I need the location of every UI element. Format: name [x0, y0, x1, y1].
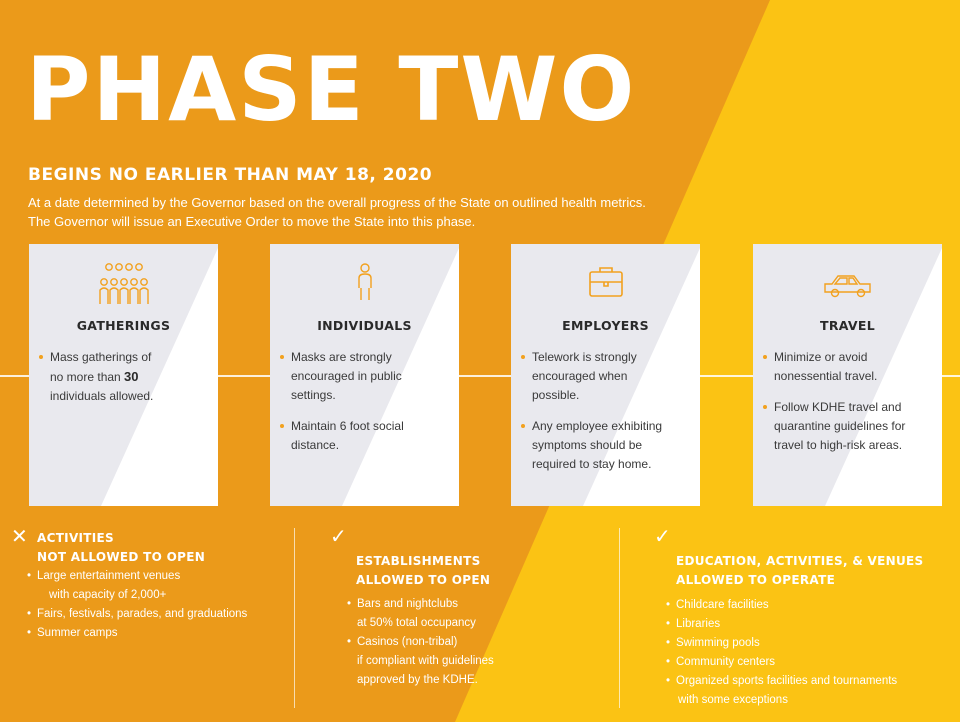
heading-line: ACTIVITIES	[37, 531, 114, 545]
list-item: Telework is strongly encouraged when possible.	[519, 348, 657, 405]
list-item: Masks are strongly encouraged in public settings.	[278, 348, 416, 405]
list-item-continuation: at 50% total occupancy	[357, 617, 476, 629]
section-heading	[37, 529, 205, 567]
list-item: • Bars and nightclubs	[347, 595, 494, 614]
page-title: PHASE TWO	[26, 38, 637, 141]
list-item: • Organized sports facilities and tournaments	[666, 672, 897, 691]
heading-line: ALLOWED TO OPEN	[356, 573, 491, 587]
briefcase-icon	[511, 262, 700, 306]
list-item: • Community centers	[666, 653, 897, 672]
section-divider	[619, 528, 620, 708]
list-item-continuation: approved by the KDHE.	[357, 674, 478, 686]
section-divider	[294, 528, 295, 708]
card-employers	[511, 244, 700, 506]
card-individuals	[270, 244, 459, 506]
page-subtitle: BEGINS NO EARLIER THAN MAY 18, 2020	[28, 165, 433, 185]
list-item: Follow KDHE travel and quarantine guidelines for travel to high-risk areas.	[761, 398, 924, 455]
list-item: • Large entertainment venues	[27, 567, 247, 586]
group-people-icon	[29, 262, 218, 306]
list-item: • Childcare facilities	[666, 596, 897, 615]
x-mark-icon: ✕	[11, 526, 28, 548]
card-gatherings	[29, 244, 218, 506]
list-item: Any employee exhibiting symptoms should be required to stay home.	[519, 417, 667, 474]
card-title: TRAVEL	[820, 318, 875, 333]
intro-line-1: At a date determined by the Governor based on the overall progress of the State on outlined health metrics.	[28, 195, 646, 210]
list-item: • Libraries	[666, 615, 897, 634]
list-item: Minimize or avoid nonessential travel.	[761, 348, 899, 386]
intro-line-2: The Governor will issue an Executive Order to move the State into this phase.	[28, 214, 476, 229]
list-item: Mass gatherings of no more than 30 individuals allowed.	[37, 348, 210, 406]
list-item: Maintain 6 foot social distance.	[278, 417, 421, 455]
person-icon	[270, 262, 459, 306]
card-title: INDIVIDUALS	[317, 318, 412, 333]
card-travel	[753, 244, 942, 506]
list-item: • Summer camps	[27, 624, 247, 643]
check-mark-icon: ✓	[330, 526, 347, 548]
list-item: • Swimming pools	[666, 634, 897, 653]
card-title: EMPLOYERS	[562, 318, 649, 333]
list-item-continuation: with capacity of 2,000+	[49, 589, 167, 601]
list-item: • Casinos (non-tribal)	[347, 633, 494, 652]
list-item-continuation: with some exceptions	[678, 694, 788, 706]
heading-line: EDUCATION, ACTIVITIES, & VENUES	[676, 554, 924, 568]
heading-line: ESTABLISHMENTS	[356, 554, 481, 568]
car-icon	[753, 262, 942, 306]
list-item-continuation: if compliant with guidelines	[357, 655, 494, 667]
section-heading	[676, 552, 923, 590]
intro-text	[28, 193, 748, 231]
heading-line: NOT ALLOWED TO OPEN	[37, 550, 206, 564]
check-mark-icon: ✓	[654, 526, 671, 548]
section-heading	[356, 552, 490, 590]
list-item: • Fairs, festivals, parades, and graduations	[27, 605, 247, 624]
heading-line: ALLOWED TO OPERATE	[676, 573, 836, 587]
card-title: GATHERINGS	[76, 318, 171, 333]
